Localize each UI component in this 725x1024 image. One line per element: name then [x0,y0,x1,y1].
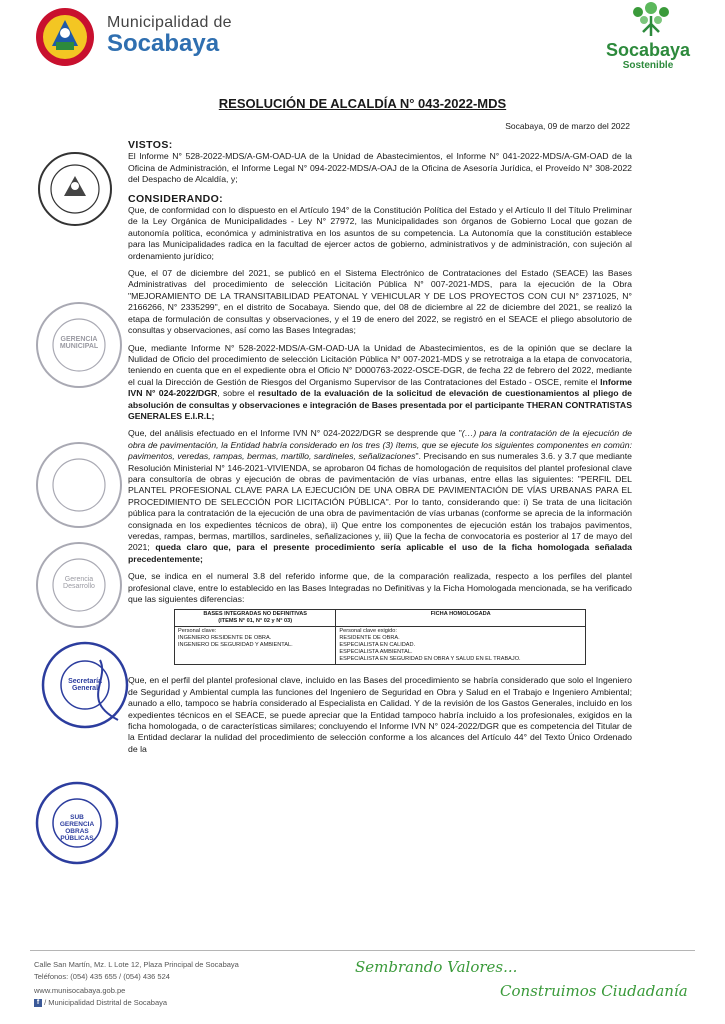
brand-subtitle: Municipalidad de [107,14,232,31]
vistos-heading: VISTOS: [128,139,173,151]
paragraph-2: Que, el 07 de diciembre del 2021, se publicó en el Sistema Electrónico de Contrataciones del Estado (SEACE) las Bases Administrativas del procedimiento de selección Licitación Pública N° 007-2021-MDS, para la ejecución de la Obra "MEJORAMIENTO DE LA TRANSITABILIDAD PEATONAL Y VEHICULAR Y DE LOS PROYECTOS CON CUI N° 2371025, N° 2166266, N° 2335299", en el distrito de Socabaya. Siendo que, del 08 de diciembre al 22 de diciembre del 2021, se realizó la etapa de formulación de consultas y observaciones, y el 19 de enero del 2022, se registró en el SEACE el pliego absolutorio de consultas y observaciones, así como las Bases Integradas; [128,268,632,336]
municipal-round-stamp [34,440,124,530]
footer-phones: Teléfonos: (054) 435 655 / (054) 436 524 [34,972,170,981]
footer-slogan-1: Sembrando Valores... [355,958,518,976]
table-cell-bases: Personal clave: INGENIERO RESIDENTE DE OBRA. INGENIERO DE SEGURIDAD Y AMBIENTAL. [175,627,336,665]
brand-name: Socabaya [107,30,220,57]
footer-website[interactable]: www.munisocabaya.gob.pe [34,986,126,995]
table-header-bases: BASES INTEGRADAS NO DEFINITIVAS (ITEMS N° 01, N° 02 y N° 03) [175,610,336,627]
municipal-seal-stamp [36,150,114,228]
paragraph-5: Que, se indica en el numeral 3.8 del referido informe que, de la comparación realizada, respecto a los perfiles del plantel profesional clave, entre lo establecido en las Bases Integradas no Definitivas y la Ficha Homologada mencionada, se ha verificado que las siguientes diferencias: [128,571,632,605]
document-body [128,140,632,761]
considerando-heading: CONSIDERANDO: [128,192,224,205]
table-cell-ficha: Personal clave exigido: RESIDENTE DE OBRA. ESPECIALISTA EN CALIDAD. ESPECIALISTA AMBIENTAL. ESPECIALISTA EN SEGURIDAD EN OBRA Y SALUD EN EL TRABAJO. [336,627,586,665]
facebook-icon: f [34,999,42,1007]
footer-address: Calle San Martín, Mz. L Lote 12, Plaza Principal de Socabaya [34,960,239,969]
comparison-table [174,609,586,665]
socabaya-logo-title: Socabaya [605,40,691,60]
resolution-date: Socabaya, 09 de marzo del 2022 [505,121,630,131]
paragraph-1: Que, de conformidad con lo dispuesto en el Artículo 194° de la Constitución Política del Estado y el Artículo II del Título Preliminar de la Ley Orgánica de Municipalidades - Ley N° 27972, las Municipalidades son órganos de Gobierno Local que gozan de autonomía política, económica y administrativa en los asuntos de su competencia. La Autonomía que la constitución establece para las Municipalidades radica en la facultad de ejercer actos de gobierno, administrativos y de administración, con sujeción al ordenamiento jurídico; [128,205,632,261]
vistos-paragraph: El Informe N° 528-2022-MDS/A-GM-OAD-UA de la Unidad de Abastecimientos, el Informe N° 041-2022-MDS/A-GM-OAD de la Oficina de Administración, el Informe Legal N° 094-2022-MDS/A-OAJ de la Oficina de Asesoría Jurídica, el Proveído N° 308-2022 del Despacho de Alcaldía, y; [128,151,632,185]
footer-slogan-2: Construimos Ciudadanía [500,982,688,1000]
secretaria-general-stamp: Secretaría General [40,640,130,730]
gerencia-municipal-stamp: GERENCIA MUNICIPAL [34,300,124,390]
footer-divider [30,950,695,951]
sub-gerencia-obras-stamp: SUB GERENCIA OBRAS PÚBLICAS [34,780,120,866]
table-header-ficha: FICHA HOMOLOGADA [336,610,586,627]
socabaya-logo-subtitle: Sostenible [622,60,674,71]
paragraph-3: Que, mediante Informe N° 528-2022-MDS/A-GM-OAD-UA la Unidad de Abastecimientos, es de la opinión que se declare la Nulidad de Oficio del procedimiento de selección Licitación Pública N° 007-2021-MDS y se retrotraiga a la etapa de convocatoria, teniendo en cuenta que en el expediente obra el Oficio N° D000763-2022-OSCE-DGR, de fecha 22 de febrero del 2022, mediante el cual la Dirección de Gestión de Riesgos del Organismo Supervisor de las Contrataciones del Estado - OSCE, remite el Informe IVN N° 024-2022/DGR, sobre el resultado de la evaluación de la solicitud de elevación de cuestionamientos al pliego de absolución de consultas y observaciones e integración de Bases presentada por el participante THERAN CONTRATISTAS GENERALES E.I.R.L; [128,342,632,421]
resolution-title: RESOLUCIÓN DE ALCALDÍA N° 043-2022-MDS [218,96,507,111]
footer-facebook[interactable]: f / Municipalidad Distrital de Socabaya [34,998,167,1007]
municipal-coat-of-arms-logo [34,6,96,68]
gerencia-desarrollo-stamp: Gerencia Desarrollo [34,540,124,630]
paragraph-6: Que, en el perfil del plantel profesional clave, incluido en las Bases del procedimiento se habría considerado que solo el Ingeniero de Seguridad y Ambiental cumpla las funciones del Ingeniero de Seguridad en Obra y Salud en el Trabajo e Ingeniero Ambiental; aunado a ello, tampoco se habría considerado al Especialista en Calidad. Y de la revisión de los Gastos Generales, incluido en los expedientes técnicos en el SEACE, se puede apreciar que la Entidad tampoco habría incluido a los profesionales, exigidos en la ficha homologada, o de características similares; concluyendo el Informe IVN N° 024-2022/DGR que es competencia del Titular de la Entidad declarar la nulidad del procedimiento de selección conforme a los alcances del Artículo 44° del Texto Único Ordenado de la [128,675,632,754]
paragraph-4: Que, del análisis efectuado en el Informe IVN N° 024-2022/DGR se desprende que "(…) para la contratación de la ejecución de obra de pavimentación, la Entidad habría considerado en los tres (3) ítems, que se ejecute los siguientes componentes en común: pavimentos, veredas, rampas, bermas, martillo, sardineles, señalizaciones". Precisando en sus numerales 3.6. y 3.7 que mediante Resolución Ministerial N° 146-2021-VIVIENDA, se aprobaron 04 fichas de homologación de requisitos del plantel profesional clave para consultoría de obras y ejecución de obras de pavimentación de vías urbanas, entre ellas las siguientes: "PERFIL DEL PLANTEL PROFESIONAL CLAVE PARA LA EJECUCIÓN DE UNA OBRA DE PAVIMENTACIÓN DE VÍAS URBANAS PARA EL PROCEDIMIENTO DE SELECCIÓN POR LICITACIÓN PÚBLICA". Por lo tanto, considerando que: i) Se trata de una licitación pública para la contratación de la ejecución de una obra de pavimentación de vías urbanas (conforme se aprecia de la información consignada en los expedientes técnicos de obra), ii) Que entre los componentes de ejecución están los trabajos pavimentos, veredas, rampas, bermas, martillos, sardineles, señalizaciones y, iii) Que la fecha de convocatoria es posterior al 17 de mayo del 2021; queda claro que, para el presente procedimiento sería aplicable el uso de la ficha homologada señalada precedentemente; [128,428,632,564]
